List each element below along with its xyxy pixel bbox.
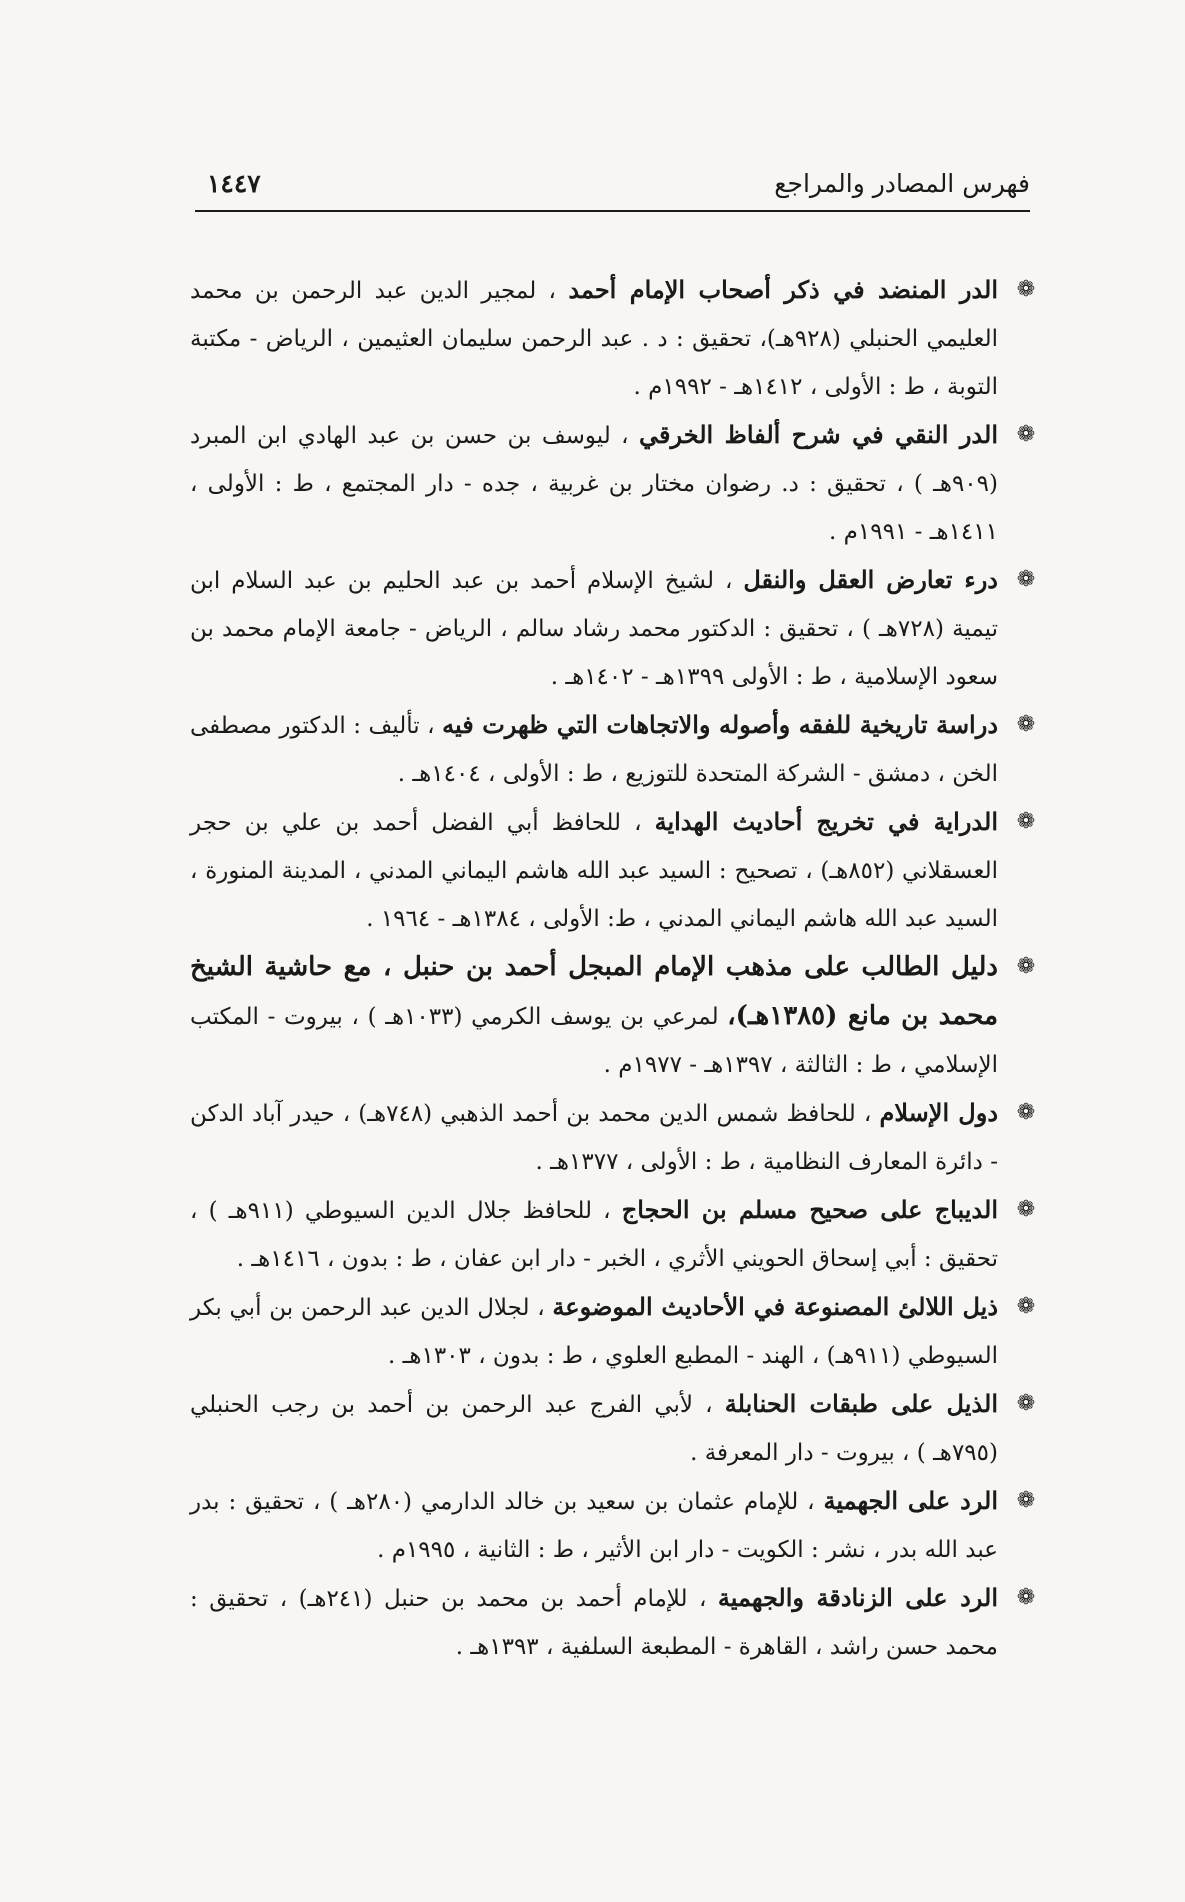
flower-bullet-icon: ❁: [1016, 1197, 1036, 1222]
flower-bullet-icon: ❁: [1016, 1391, 1036, 1416]
entry-title: الرد على الجهمية: [823, 1486, 999, 1515]
entry-title: دراسة تاريخية للفقه وأصوله والاتجاهات التي ظهرت فيه: [442, 710, 999, 739]
flower-bullet-icon: ❁: [1016, 712, 1036, 737]
entry-text: ، لشيخ الإسلام أحمد بن عبد الحليم بن عبد السلام ابن تيمية (٧٢٨هـ ) ، تحقيق : الدكتور محمد رشاد سالم ، الرياض - جامعة الإمام محمد بن سعود الإسلامية ، ط : الأولى ١٣٩٩هـ - ١٤٠٢هـ .: [190, 568, 998, 690]
entry-title: الذيل على طبقات الحنابلة: [724, 1389, 998, 1418]
entry-title: الرد على الزنادقة والجهمية: [717, 1583, 998, 1612]
entry-text: ، لمجير الدين عبد الرحمن بن محمد العليمي الحنبلي (٩٢٨هـ)، تحقيق : د . عبد الرحمن سليمان العثيمين ، الرياض - مكتبة التوبة ، ط : الأولى ، ١٤١٢هـ - ١٩٩٢م .: [190, 278, 998, 400]
entry-text: ، للإمام عثمان بن سعيد بن خالد الدارمي (٢٨٠هـ ) ، تحقيق : بدر عبد الله بدر ، نشر : الكويت - دار ابن الأثير ، ط : الثانية ، ١٩٩٥م .: [190, 1489, 998, 1563]
bibliography-list: [190, 266, 1040, 1671]
entry-text: ، للإمام أحمد بن محمد بن حنبل (٢٤١هـ) ، تحقيق : محمد حسن راشد ، القاهرة - المطبعة السلفية ، ١٣٩٣هـ .: [190, 1586, 998, 1660]
bibliography-entry: [190, 1574, 1040, 1671]
flower-bullet-icon: ❁: [1016, 1488, 1036, 1513]
running-header: [195, 166, 1030, 212]
entry-text: ، للحافظ أبي الفضل أحمد بن علي بن حجر العسقلاني (٨٥٢هـ) ، تصحيح : السيد عبد الله هاشم اليماني المدني ، المدينة المنورة ، السيد عبد الله هاشم اليماني المدني ، ط: الأولى ، ١٣٨٤هـ - ١٩٦٤ .: [190, 810, 998, 932]
bibliography-entry: [190, 1283, 1040, 1380]
bibliography-entry: [190, 701, 1040, 798]
entry-text: لمرعي بن يوسف الكرمي (١٠٣٣هـ ) ، بيروت - المكتب الإسلامي ، ط : الثالثة ، ١٣٩٧هـ - ١٩٧٧م .: [190, 1004, 998, 1078]
entry-text: ، للحافظ جلال الدين السيوطي (٩١١هـ ) ، تحقيق : أبي إسحاق الحويني الأثري ، الخبر - دار ابن عفان ، ط : بدون ، ١٤١٦هـ .: [190, 1198, 998, 1272]
bibliography-entry: [190, 1380, 1040, 1477]
entry-title: ذيل اللالئ المصنوعة في الأحاديث الموضوعة: [552, 1292, 999, 1321]
flower-bullet-icon: ❁: [1016, 954, 1036, 979]
entry-text: ، ليوسف بن حسن بن عبد الهادي ابن المبرد (٩٠٩هـ ) ، تحقيق : د. رضوان مختار بن غربية ، جده - دار المجتمع ، ط : الأولى ، ١٤١١هـ - ١٩٩١م .: [190, 423, 998, 545]
entry-title: الدر المنضد في ذكر أصحاب الإمام أحمد: [568, 275, 999, 304]
entry-text: ، لجلال الدين عبد الرحمن بن أبي بكر السيوطي (٩١١هـ) ، الهند - المطبع العلوي ، ط : بدون ، ١٣٠٣هـ .: [190, 1295, 998, 1369]
bibliography-entry: [190, 266, 1040, 411]
entry-text: ، تأليف : الدكتور مصطفى الخن ، دمشق - الشركة المتحدة للتوزيع ، ط : الأولى ، ١٤٠٤هـ .: [190, 713, 998, 787]
flower-bullet-icon: ❁: [1016, 567, 1036, 592]
bibliography-entry: [190, 411, 1040, 556]
flower-bullet-icon: ❁: [1016, 422, 1036, 447]
entry-title: الدر النقي في شرح ألفاظ الخرقي: [639, 420, 998, 449]
bibliography-entry: [190, 798, 1040, 943]
header-title: فهرس المصادر والمراجع: [774, 169, 1030, 198]
entry-text: ، لأبي الفرج عبد الرحمن بن أحمد بن رجب الحنبلي (٧٩٥هـ ) ، بيروت - دار المعرفة .: [190, 1392, 998, 1466]
page-number: ١٤٤٧: [207, 169, 261, 198]
flower-bullet-icon: ❁: [1016, 809, 1036, 834]
bibliography-entry: [190, 556, 1040, 701]
entry-title: الديباج على صحيح مسلم بن الحجاج: [621, 1195, 998, 1224]
entry-text: ، للحافظ شمس الدين محمد بن أحمد الذهبي (٧٤٨هـ) ، حيدر آباد الدكن - دائرة المعارف النظامية ، ط : الأولى ، ١٣٧٧هـ .: [190, 1101, 998, 1175]
entry-title: دليل الطالب على مذهب الإمام المبجل أحمد بن حنبل ، مع حاشية الشيخ محمد بن مانع (١٣٨٥هـ)،: [190, 952, 998, 1031]
bibliography-entry: [190, 943, 1040, 1089]
flower-bullet-icon: ❁: [1016, 1294, 1036, 1319]
flower-bullet-icon: ❁: [1016, 277, 1036, 302]
flower-bullet-icon: ❁: [1016, 1585, 1036, 1610]
entry-title: الدراية في تخريج أحاديث الهداية: [654, 807, 998, 836]
bibliography-entry: [190, 1186, 1040, 1283]
bibliography-entry: [190, 1477, 1040, 1574]
flower-bullet-icon: ❁: [1016, 1100, 1036, 1125]
entry-title: دول الإسلام: [879, 1098, 999, 1127]
entry-title: درء تعارض العقل والنقل: [743, 565, 998, 594]
bibliography-entry: [190, 1089, 1040, 1186]
